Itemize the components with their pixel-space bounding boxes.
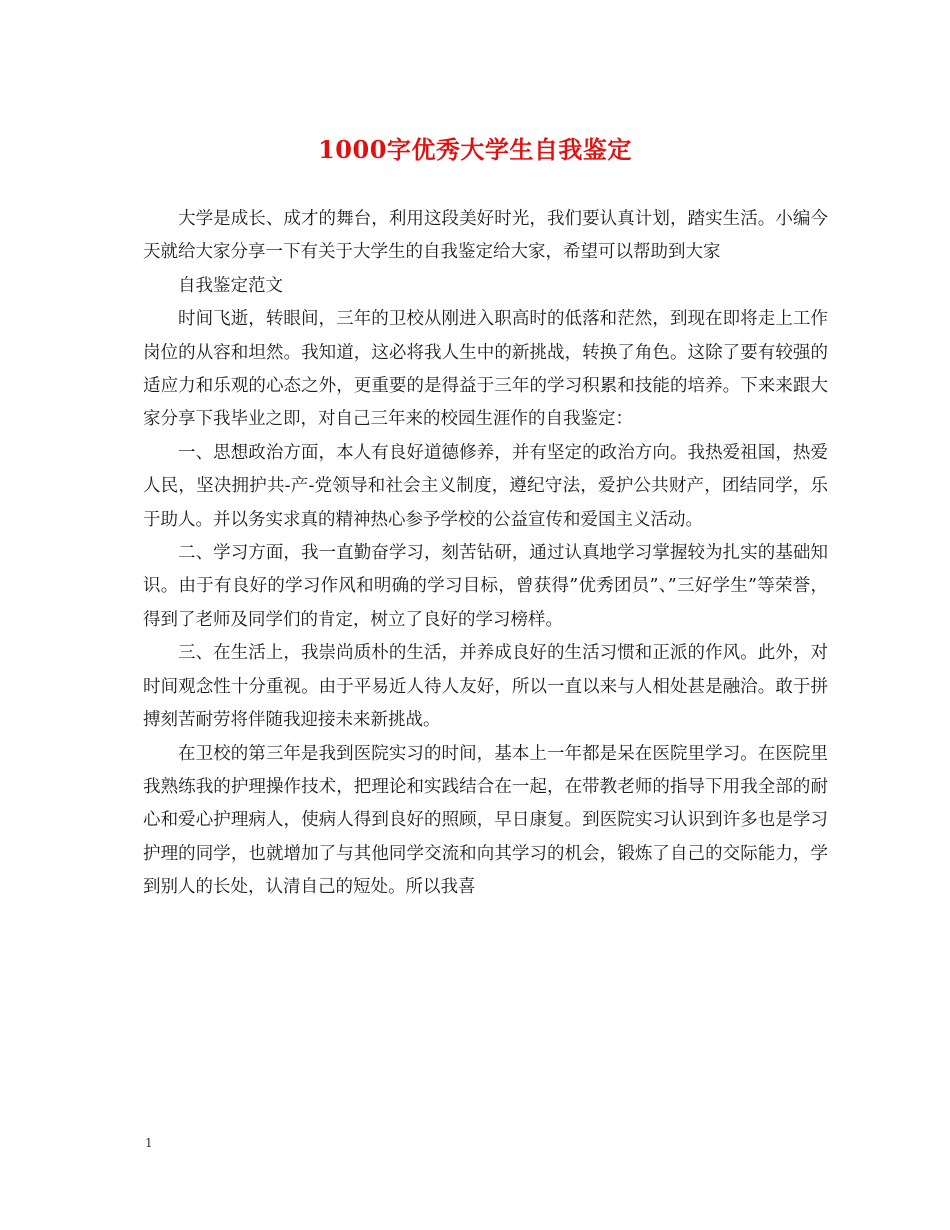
body-paragraph: 在卫校的第三年是我到医院实习的时间，基本上一年都是呆在医院里学习。在医院里我熟练我的护理操作技术，把理论和实践结合在一起，在带教老师的指导下用我全部的耐心和爱心护理病人，使病人得到良好的照顾，早日康复。到医院实习认识到许多也是学习护理的同学，也就增加了与其他同学交流和向其学习的机会，锻炼了自己的交际能力，学到别人的长处，认清自己的短处。所以我喜 (143, 743, 828, 898)
body-paragraph: 二、学习方面，我一直勤奋学习，刻苦钻研，通过认真地学习掌握较为扎实的基础知识。由于有良好的学习作风和明确的学习目标，曾获得”优秀团员”、”三好学生”等荣誉，得到了老师及同学们的肯定，树立了良好的学习榜样。 (143, 543, 828, 630)
body-paragraph: 三、在生活上，我崇尚质朴的生活，并养成良好的生活习惯和正派的作风。此外，对时间观念性十分重视。由于平易近人待人友好，所以一直以来与人相处甚是融洽。敢于拼搏刻苦耐劳将伴随我迎接未来新挑战。 (143, 643, 828, 731)
document-title: 1000字优秀大学生自我鉴定 (318, 135, 632, 164)
intro-paragraph: 大学是成长、成才的舞台，利用这段美好时光，我们要认真计划，踏实生活。小编今天就给大家分享一下有关于大学生的自我鉴定给大家，希望可以帮助到大家 (143, 209, 828, 263)
section-heading: 自我鉴定范文 (178, 275, 283, 296)
page-number: 1 (145, 1136, 153, 1150)
document-body (143, 203, 828, 905)
body-paragraph: 时间飞逝，转眼间，三年的卫校从刚进入职高时的低落和茫然，到现在即将走上工作岗位的从容和坦然。我知道，这必将我人生中的新挑战，转换了角色。这除了要有较强的适应力和乐观的心态之外，更重要的是得益于三年的学习积累和技能的培养。下来来跟大家分享下我毕业之即，对自己三年来的校园生涯作的自我鉴定： (143, 309, 828, 430)
body-paragraph: 一、思想政治方面，本人有良好道德修养，并有坚定的政治方向。我热爱祖国，热爱人民，坚决拥护共-产-党领导和社会主义制度，遵纪守法，爱护公共财产，团结同学，乐于助人。并以务实求真的精神热心参予学校的公益宣传和爱国主义活动。 (143, 442, 828, 530)
